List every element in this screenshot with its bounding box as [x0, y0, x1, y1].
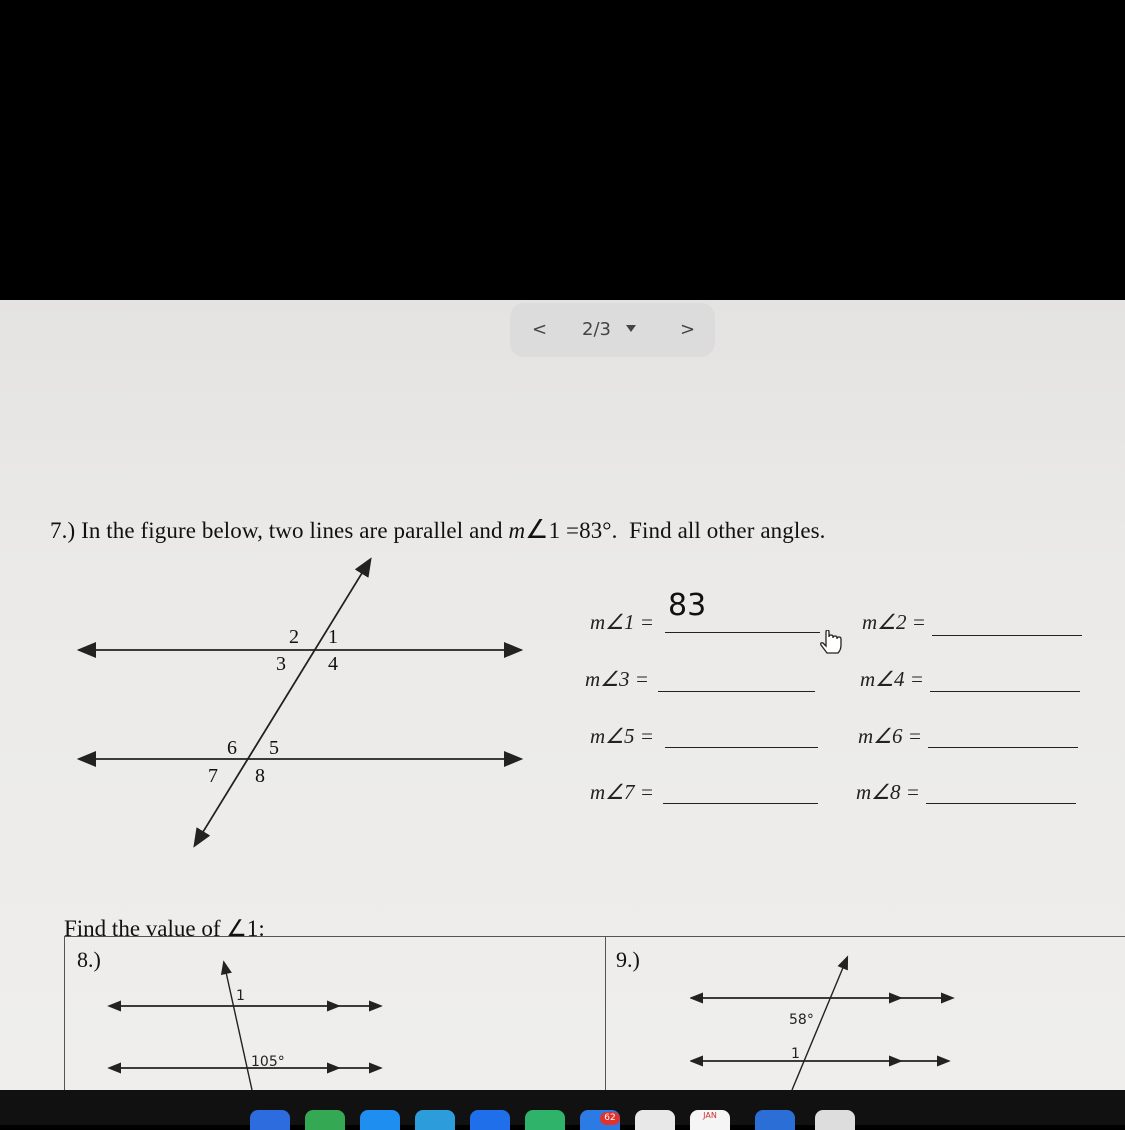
- calendar-icon[interactable]: JAN: [690, 1110, 730, 1130]
- answer-blank-angle-6[interactable]: [928, 747, 1078, 748]
- answer-label-angle-5: m∠5 =: [590, 724, 654, 748]
- angle-label-5: 5: [269, 737, 279, 759]
- angle-label-8: 8: [255, 765, 265, 787]
- angle-label-3: 3: [276, 653, 286, 675]
- answer-value-angle-1: 83: [668, 588, 707, 623]
- angle-label-2: 2: [289, 626, 299, 648]
- question-8-number: 8.): [77, 947, 101, 972]
- find-angle-heading: Find the value of ∠1:: [64, 916, 265, 941]
- answer-label-angle-1: m∠1 =: [590, 610, 654, 634]
- answer-label-angle-2: m∠2 =: [862, 610, 926, 634]
- dock-app-icon[interactable]: [415, 1110, 455, 1130]
- answer-label-angle-4: m∠4 =: [860, 667, 924, 691]
- answer-blank-angle-1[interactable]: [665, 632, 820, 633]
- prompt-text-a: In the figure below, two lines are parallel and: [75, 518, 509, 543]
- fig8-label-1: 1: [236, 988, 245, 1004]
- dock-app-icon[interactable]: [360, 1110, 400, 1130]
- prompt-text-b: 1 =83°. Find all other angles.: [548, 518, 826, 543]
- angle-label-4: 4: [328, 653, 338, 675]
- fig9-label-1: 1: [791, 1046, 800, 1062]
- caret-down-icon[interactable]: [626, 325, 636, 332]
- transversal-line-bottom-arrow: [195, 560, 370, 845]
- figure-9: [690, 955, 960, 1090]
- answer-label-angle-6: m∠6 =: [858, 724, 922, 748]
- next-page-button[interactable]: >: [680, 319, 696, 340]
- angle-label-7: 7: [208, 765, 218, 787]
- dock-app-icon[interactable]: [635, 1110, 675, 1130]
- answer-label-angle-8: m∠8 =: [856, 780, 920, 804]
- question-9-number: 9.): [616, 947, 640, 972]
- fig8-label-angle: 105°: [251, 1054, 285, 1070]
- answer-blank-angle-7[interactable]: [663, 803, 818, 804]
- dock-app-icon[interactable]: [815, 1110, 855, 1130]
- dock-app-icon[interactable]: [470, 1110, 510, 1130]
- black-top-area: [0, 0, 1125, 300]
- answer-blank-angle-3[interactable]: [658, 691, 815, 692]
- notification-badge: 62: [600, 1112, 620, 1125]
- answer-blank-angle-8[interactable]: [926, 803, 1076, 804]
- fig8-transversal: [224, 963, 252, 1090]
- dock-app-icon[interactable]: [305, 1110, 345, 1130]
- fig9-label-angle: 58°: [789, 1012, 814, 1028]
- dock-app-icon[interactable]: [525, 1110, 565, 1130]
- answer-label-angle-3: m∠3 =: [585, 667, 649, 691]
- figure-8: [100, 955, 400, 1090]
- parallel-lines-figure: [60, 555, 540, 855]
- angle-label-6: 6: [227, 737, 237, 759]
- answer-blank-angle-5[interactable]: [665, 747, 818, 748]
- angle-label-1: 1: [328, 626, 338, 648]
- prompt-angle-symbol: ∠: [525, 515, 549, 544]
- page-navigator: [510, 303, 715, 357]
- answer-blank-angle-2[interactable]: [932, 635, 1082, 636]
- answer-blank-angle-4[interactable]: [930, 691, 1080, 692]
- question-number: 7.): [50, 518, 76, 543]
- dock-app-icon[interactable]: [250, 1110, 290, 1130]
- prompt-m: m: [508, 518, 526, 543]
- dock-app-icon[interactable]: [755, 1110, 795, 1130]
- answer-label-angle-7: m∠7 =: [590, 780, 654, 804]
- prev-page-button[interactable]: <: [532, 319, 548, 340]
- question-7-prompt: [50, 515, 826, 545]
- hand-pointer-icon: [818, 630, 844, 658]
- page-indicator[interactable]: 2/3: [582, 319, 611, 340]
